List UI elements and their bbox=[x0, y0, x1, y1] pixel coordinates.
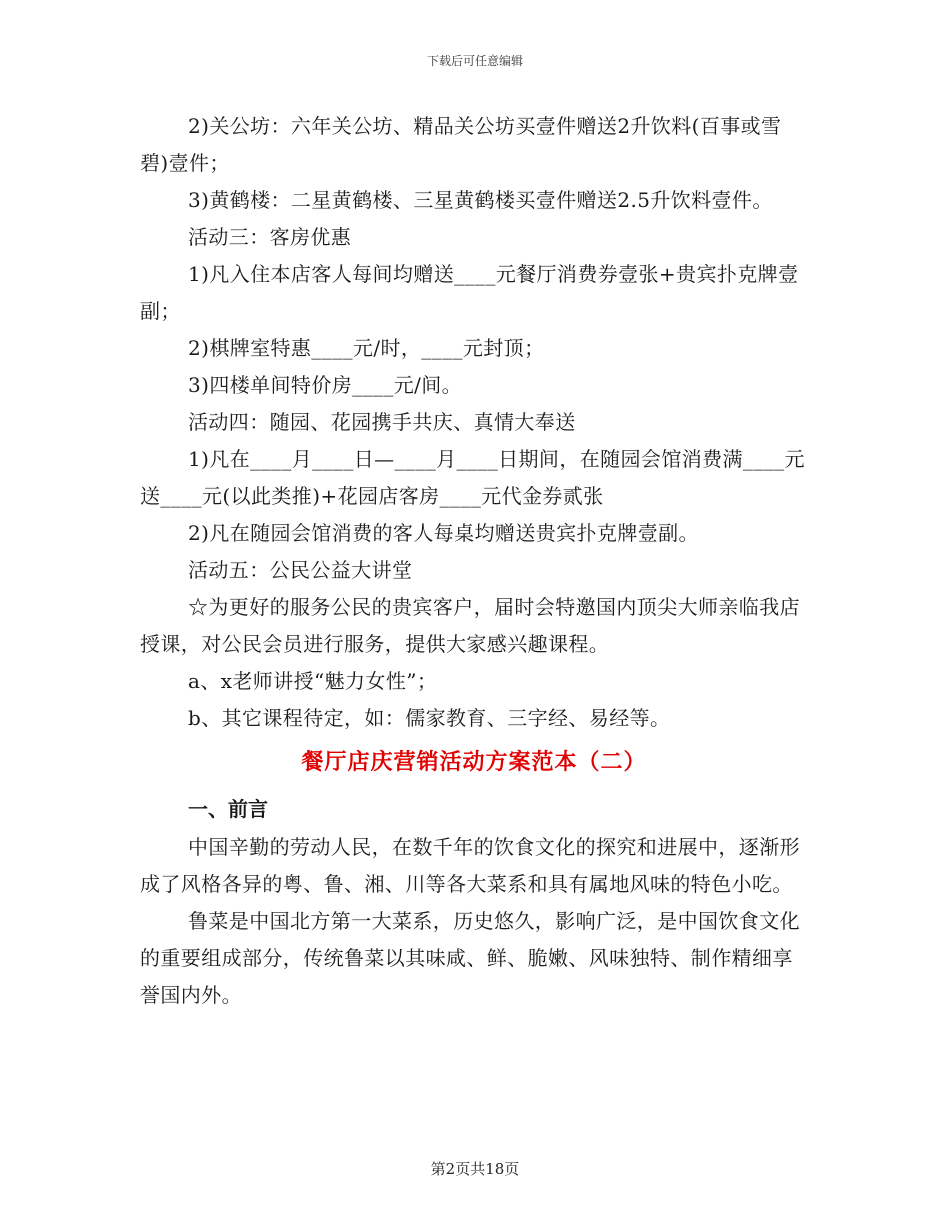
activity-four-heading: 活动四：随园、花园携手共庆、真情大奉送 bbox=[188, 410, 576, 434]
paragraph-lecture-b: b、其它课程待定，如：儒家教育、三字经、易经等。 bbox=[188, 706, 671, 730]
activity-five-heading: 活动五：公民公益大讲堂 bbox=[188, 558, 413, 582]
paragraph-huanghelou: 3)黄鹤楼：二星黄鹤楼、三星黄鹤楼买壹件赠送2.5升饮料壹件。 bbox=[188, 188, 773, 212]
document-body bbox=[140, 108, 808, 1014]
page-footer: 第2页共18页 bbox=[430, 1160, 520, 1178]
page-header: 下载后可任意编辑 bbox=[426, 54, 523, 68]
paragraph-lu-cuisine: 鲁菜是中国北方第一大菜系，历史悠久，影响广泛，是中国饮食文化的重要组成部分，传统鲁菜以其味咸、鲜、脆嫩、风味独特、制作精细享誉国内外。 bbox=[140, 909, 800, 1007]
activity-three-heading: 活动三：客房优惠 bbox=[188, 225, 352, 249]
paragraph-chess-room: 2)棋牌室特惠____元/时，____元封顶； bbox=[188, 336, 545, 360]
paragraph-guangongfang: 2)关公坊：六年关公坊、精品关公坊买壹件赠送2升饮料(百事或雪碧)壹件； bbox=[140, 114, 782, 175]
paragraph-cuisine-intro: 中国辛勤的劳动人民，在数千年的饮食文化的探究和进展中，逐渐形成了风格各异的粤、鲁、湘、川等各大菜系和具有属地风味的特色小吃。 bbox=[140, 835, 800, 896]
paragraph-room-voucher: 1)凡入住本店客人每间均赠送____元餐厅消费券壹张+贵宾扑克牌壹副； bbox=[140, 262, 799, 323]
paragraph-poker-gift: 2)凡在随园会馆消费的客人每桌均赠送贵宾扑克牌壹副。 bbox=[188, 521, 699, 545]
paragraph-single-room: 3)四楼单间特价房____元/间。 bbox=[188, 373, 463, 397]
paragraph-spend-promotion: 1)凡在____月____日—____月____日期间，在随园会馆消费满____元送____元(以此类推)+花园店客房____元代金券贰张 bbox=[140, 447, 805, 508]
section-heading-preface: 一、前言 bbox=[188, 797, 268, 821]
paragraph-lecture-intro: ☆为更好的服务公民的贵宾客户，届时会特邀国内顶尖大师亲临我店授课，对公民会员进行服务，提供大家感兴趣课程。 bbox=[140, 595, 800, 656]
section-title: 餐厅店庆营销活动方案范本（二） bbox=[301, 750, 647, 775]
paragraph-lecture-a: a、x老师讲授“魅力女性”； bbox=[188, 669, 438, 693]
